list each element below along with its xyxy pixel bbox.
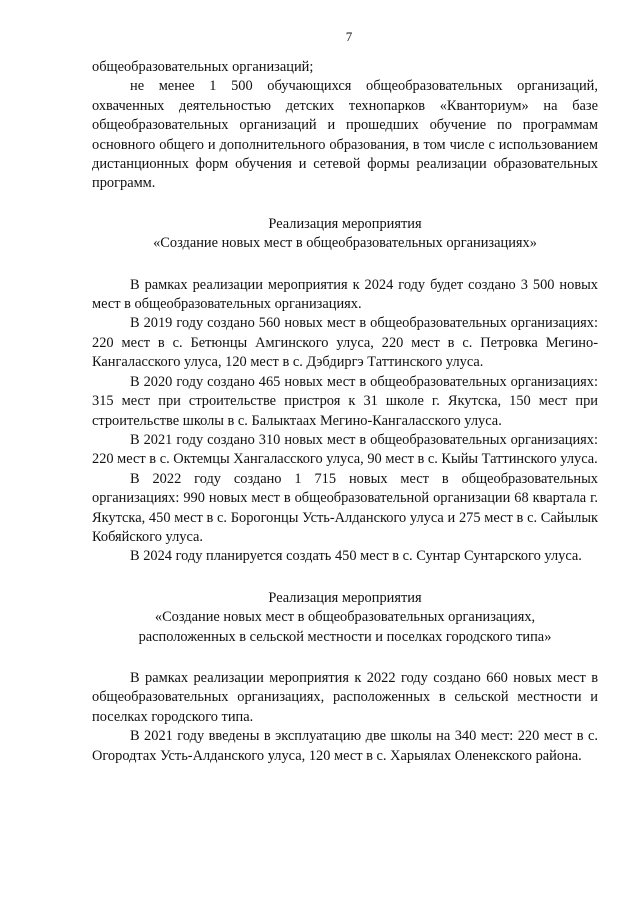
paragraph: В 2022 году создано 1 715 новых мест в общеобразовательных организациях: 990 новых мест в общеобразовательной организации 68 квартала г. Якутска, 450 мест в с. Борогонцы Усть-Алданского улуса и 275 мест в с. Сайылык Кобяйского улуса. [92, 470, 598, 545]
paragraph: не менее 1 500 обучающихся общеобразовательных организаций, охваченных деятельностью детских технопарков «Кванториум» на базе общеобразовательных организаций и прошедших обучение по программам основного общего и дополнительного образования, в том числе с использованием дистанционных форм обучения и сетевой формы реализации образовательных программ. [92, 78, 598, 192]
paragraph: В рамках реализации мероприятия к 2022 году создано 660 новых мест в общеобразовательных организациях, расположенных в сельской местности и поселках городского типа. [92, 669, 598, 725]
heading-line: Реализация мероприятия [268, 215, 422, 232]
paragraph: В рамках реализации мероприятия к 2024 году будет создано 3 500 новых мест в общеобразовательных организациях. [92, 276, 598, 313]
section-rural-places [92, 669, 598, 766]
section-heading [92, 589, 598, 647]
paragraph: общеобразовательных организаций; [92, 59, 314, 75]
page-number: 7 [345, 29, 353, 44]
paragraph: В 2021 году создано 310 новых мест в общеобразовательных организациях: 220 мест в с. Октемцы Хангаласского улуса, 90 мест в с. Кыйы Таттинского улуса. [92, 431, 598, 468]
section-new-places [92, 276, 598, 567]
heading-line: расположенных в сельской местности и поселках городского типа» [138, 628, 552, 645]
paragraph: В 2019 году создано 560 новых мест в общеобразовательных организациях: 220 мест в с. Бетюнцы Амгинского улуса, 220 мест в с. Петровка Мегино-Кангаласского улуса, 120 мест в с. Дэбдиргэ Таттинского улуса. [92, 315, 598, 371]
document-page [92, 28, 598, 766]
paragraph: В 2024 году планируется создать 450 мест в с. Сунтар Сунтарского улуса. [130, 548, 582, 565]
heading-line: «Создание новых мест в общеобразовательных организациях» [153, 235, 537, 252]
heading-line: Реализация мероприятия [268, 589, 422, 606]
section-intro [92, 58, 598, 194]
heading-line: «Создание новых мест в общеобразовательных организациях, [154, 609, 536, 626]
section-heading [92, 215, 598, 254]
paragraph: В 2020 году создано 465 новых мест в общеобразовательных организациях: 315 мест при строительстве пристроя к 31 школе г. Якутска, 150 мест при строительстве школы в с. Балыктаах Мегино-Кангаласского улуса. [92, 373, 598, 429]
paragraph: В 2021 году введены в эксплуатацию две школы на 340 мест: 220 мест в с. Огородтах Усть-Алданского улуса, 120 мест в с. Харыялах Оленекского района. [92, 728, 598, 764]
